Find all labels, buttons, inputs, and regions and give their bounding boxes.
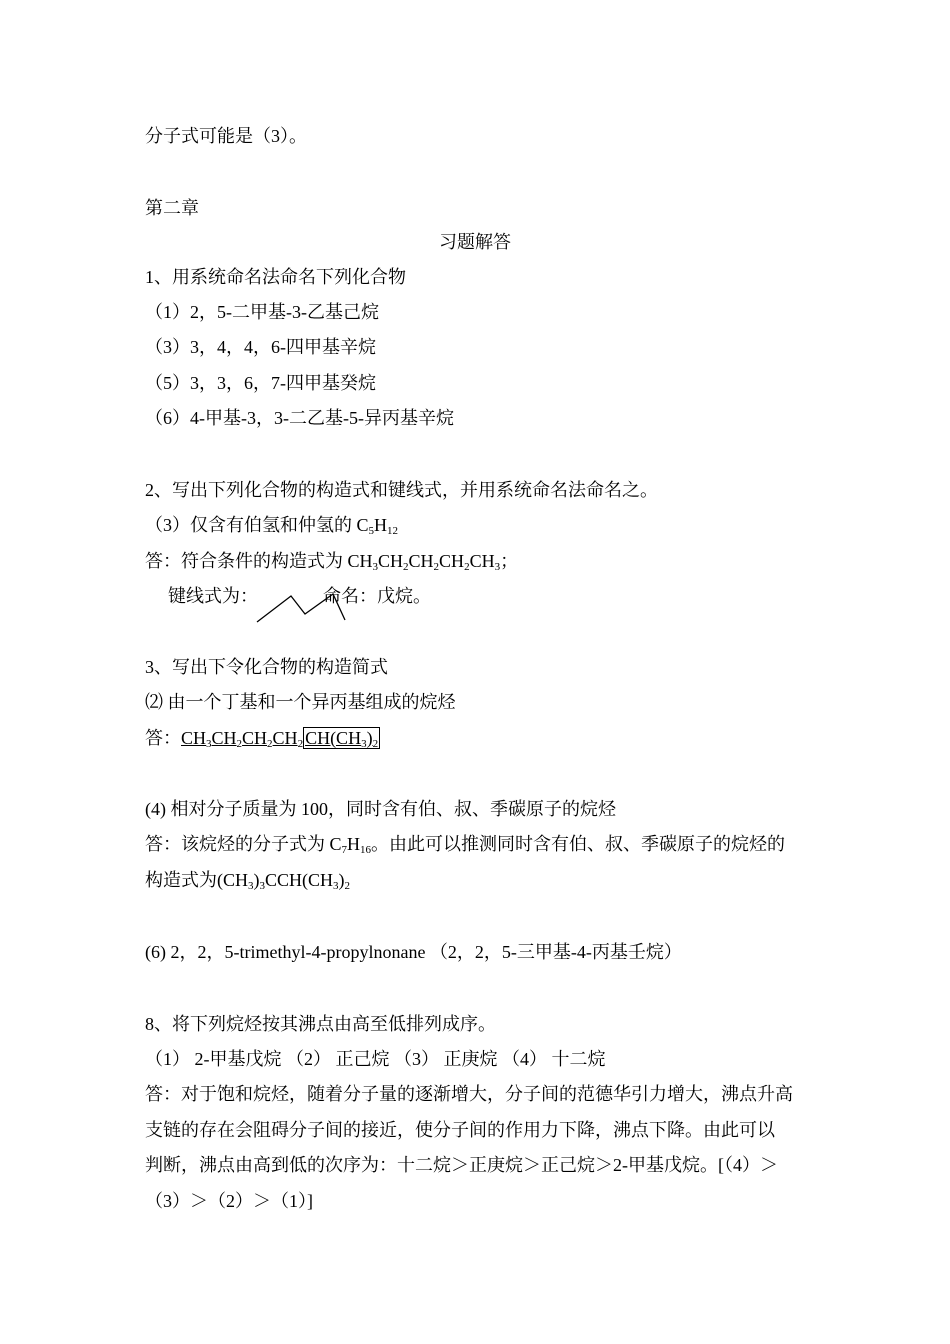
answer-item: （5）3，3，6，7-四甲基癸烷 xyxy=(145,373,376,393)
question-2: 2、写出下列化合物的构造式和键线式，并用系统命名法命名之。 xyxy=(145,480,658,500)
section-title: 习题解答 xyxy=(439,232,511,252)
sub-question: ⑵ 由一个丁基和一个异丙基组成的烷烃 xyxy=(145,692,456,712)
question-8: 8、将下列烷烃按其沸点由高至低排列成序。 xyxy=(145,1014,496,1034)
name-label: 命名：戊烷。 xyxy=(323,586,431,606)
question-3: 3、写出下令化合物的构造简式 xyxy=(145,657,388,677)
answer-paragraph: （3）＞（2）＞（1）] xyxy=(145,1191,313,1211)
answer-paragraph: 答：该烷烃的分子式为 $C_7H_{16}$。由此可以推测同时含有伯、叔、季碳原子的烷烃的 xyxy=(145,834,786,856)
answer-formula: 构造式为$(CH_3)_3CCH(CH_3)_2$ xyxy=(145,870,351,892)
sub-question: （3）仅含有伯氢和仲氢的 $C_5H_{12}$ xyxy=(145,515,399,537)
chapter-heading: 第二章 xyxy=(145,198,199,218)
sub-question: (6) 2，2，5-trimethyl-4-propylnonane （2，2，5-三甲基-4-丙基壬烷） xyxy=(145,942,682,962)
sub-question: (4) 相对分子质量为 100，同时含有伯、叔、季碳原子的烷烃 xyxy=(145,799,616,819)
question-1: 1、用系统命名法命名下列化合物 xyxy=(145,267,406,287)
answer-formula: 答：符合条件的构造式为 $CH_3CH_2CH_2CH_2CH_3$； xyxy=(145,551,519,573)
boxed-isopropyl: $CH(CH_3)_2$ xyxy=(305,728,379,750)
text-line: 分子式可能是（3）。 xyxy=(145,126,307,146)
skeletal-label: 键线式为： xyxy=(168,586,258,606)
answer-item: （1）2，5-二甲基-3-乙基己烷 xyxy=(145,302,379,322)
answer-paragraph: 答：对于饱和烷烃，随着分子量的逐渐增大，分子间的范德华引力增大，沸点升高 xyxy=(145,1084,793,1104)
answer-paragraph: 判断，沸点由高到低的次序为：十二烷＞正庚烷＞正己烷＞2-甲基戊烷。[（4）＞ xyxy=(145,1155,778,1175)
answer-formula: 答：$CH_3CH_2CH_2CH_2$ $CH(CH_3)_2$ xyxy=(145,728,379,750)
answer-paragraph: 支链的存在会阻碍分子间的接近，使分子间的作用力下降，沸点下降。由此可以 xyxy=(145,1120,775,1140)
options-line: （1） 2-甲基戊烷 （2） 正己烷 （3） 正庚烷 （4） 十二烷 xyxy=(145,1049,606,1069)
answer-item: （3）3，4，4，6-四甲基辛烷 xyxy=(145,337,376,357)
answer-item: （6）4-甲基-3，3-二乙基-5-异丙基辛烷 xyxy=(145,408,454,428)
